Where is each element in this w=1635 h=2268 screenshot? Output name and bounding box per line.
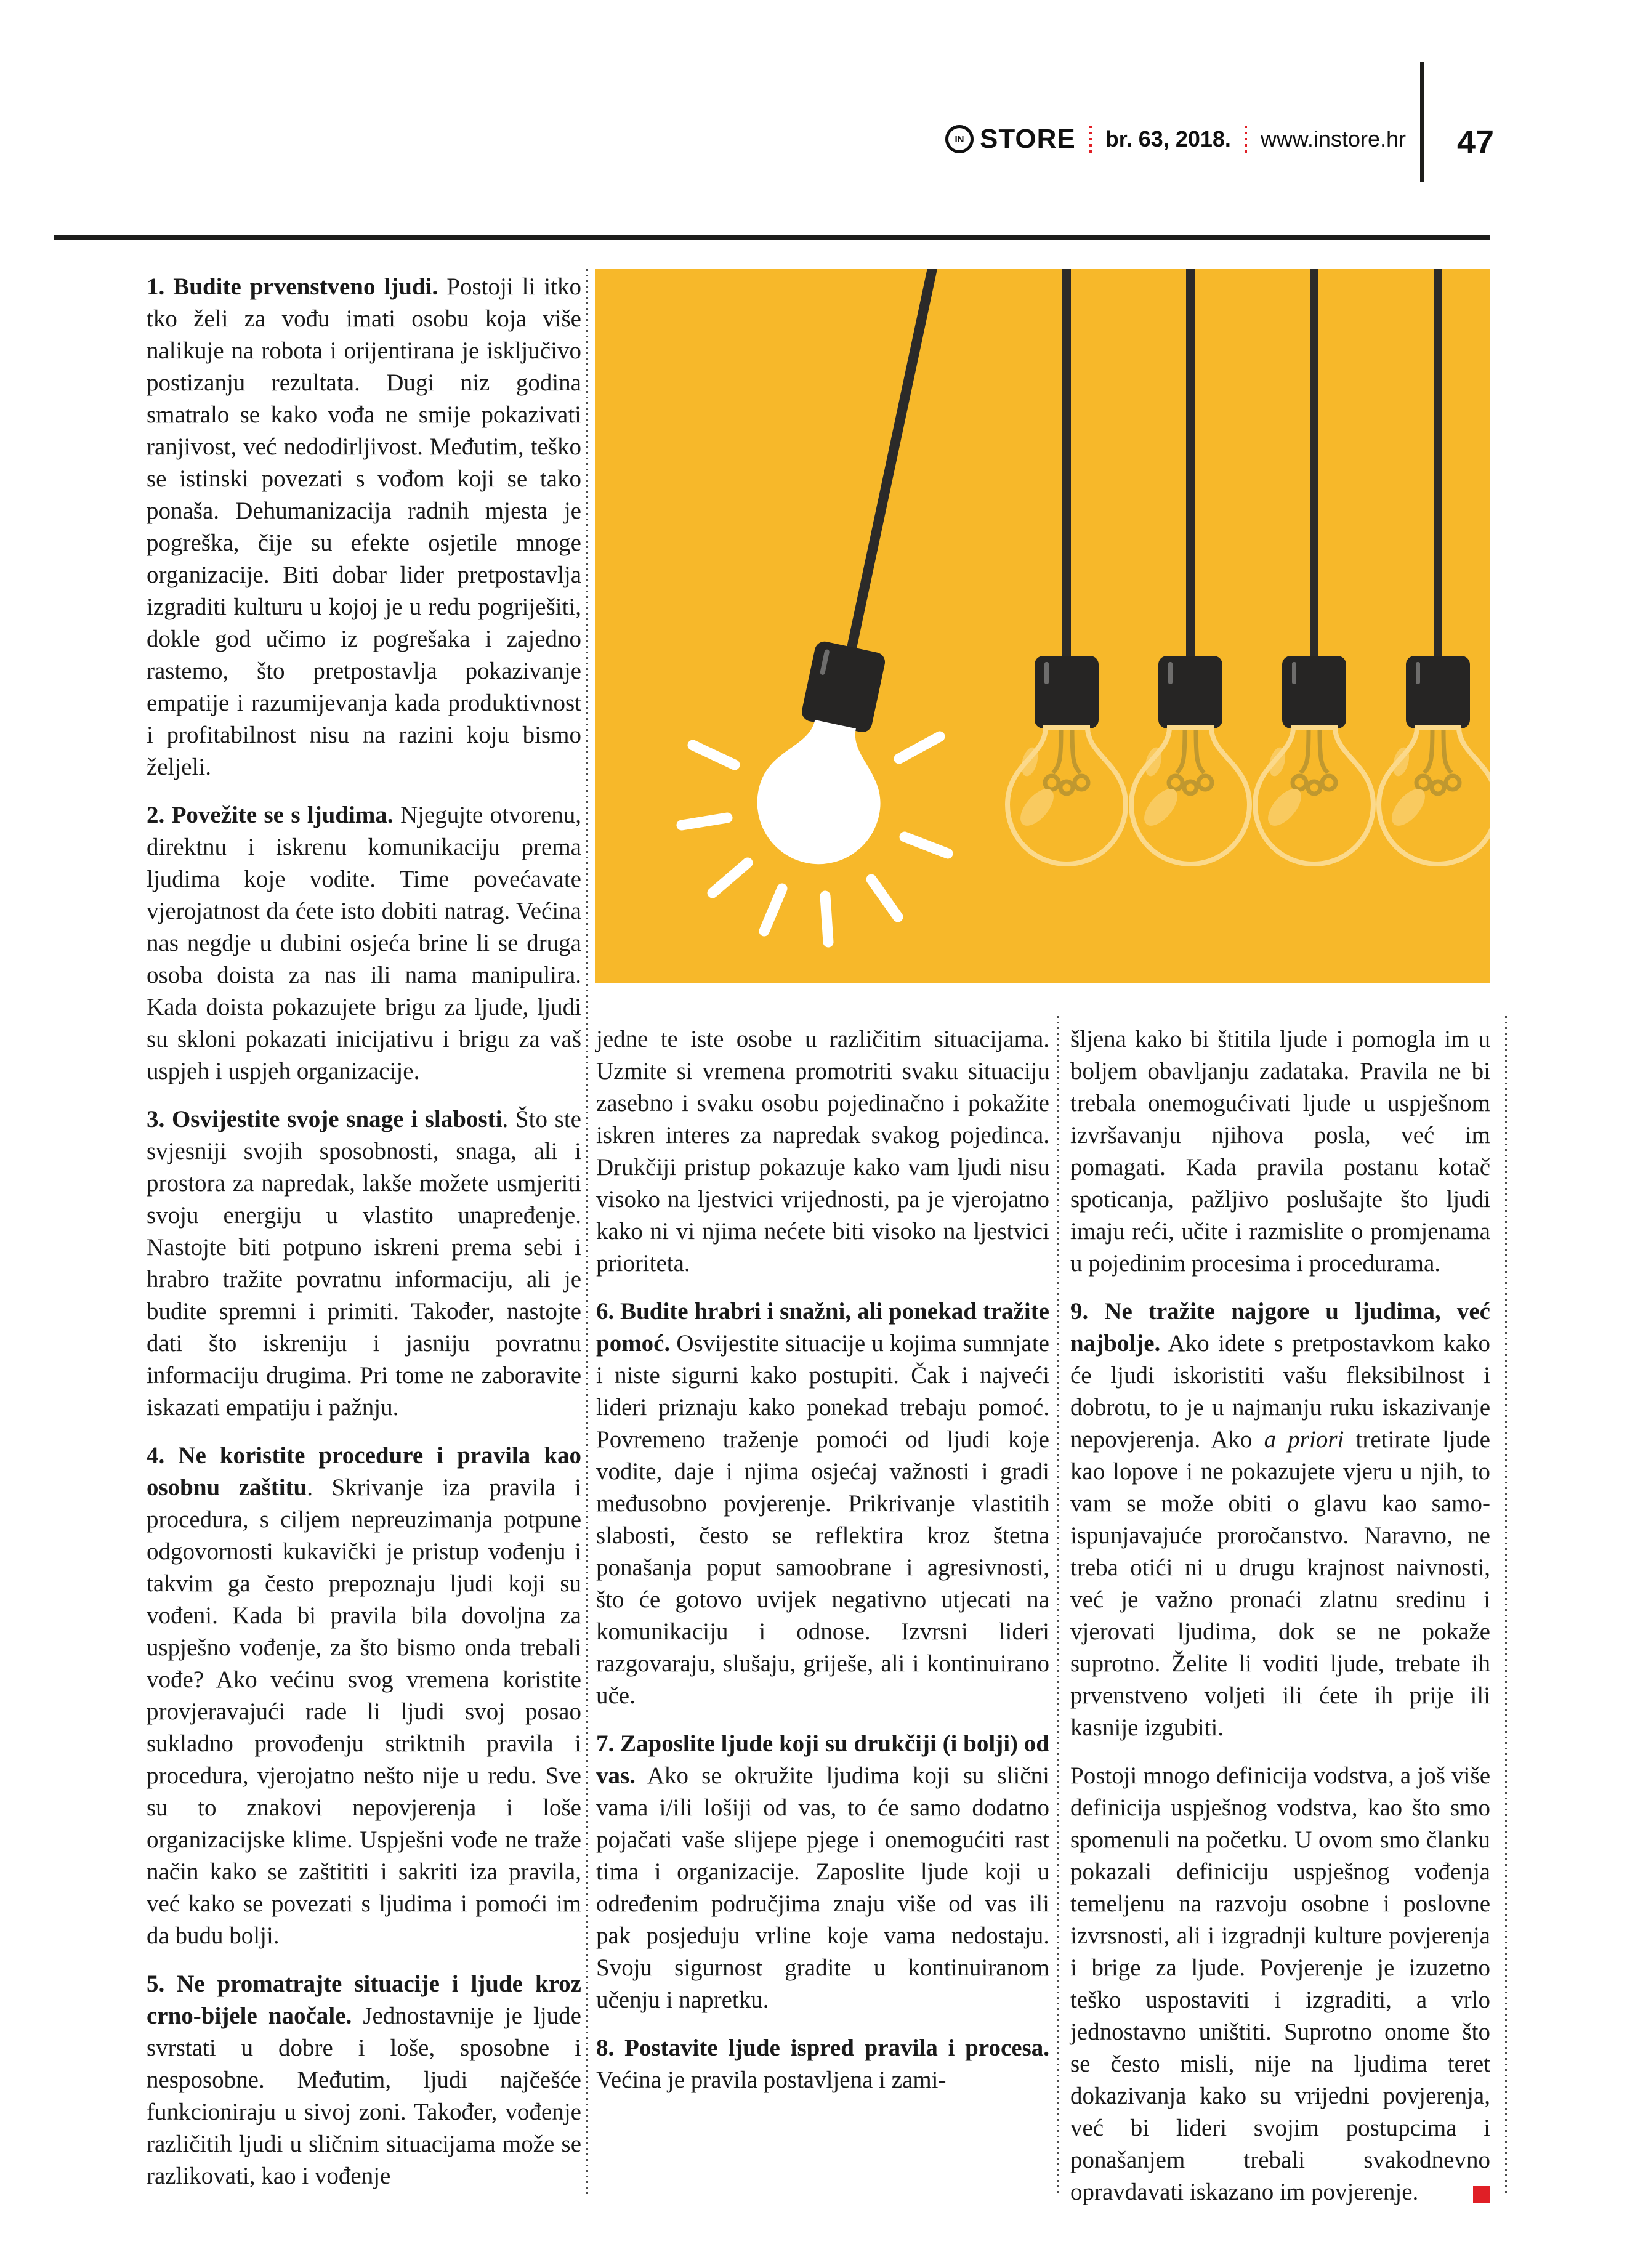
column-divider [1505, 1016, 1507, 2194]
paragraph-text: Postoji li itko tko želi za vođu imati osobu koja više nalikuje na robota i orijentirana je isključivo postizanju rezultata. Dugi niz godina smatralo se kako vođa ne smije pokazivati ranjivost, već nedodirljivost. Međutim, teško se istinski povezati s vođom koji se tako ponaša. Dehumanizacija radnih mjesta je pogreška, čije su efekte osjetile mnoge organizacije. Biti dobar lider pretpostavlja izgraditi kulturu u kojoj je u redu pogriješiti, dokle god učimo iz pogrešaka i zajedno rastemo, što pretpostavlja pokazivanje empatije i razumijevanja kada produktivnost i profitabilnost nisu na razini koju bismo željeli. [147, 273, 582, 780]
paragraph-lead: 3. Osvijestite svoje snage i slabosti [147, 1106, 503, 1132]
article-column-2 [596, 1023, 1049, 2096]
paragraph-text: Ako se okružite ljudima koji su slični vama i/ili lošiji od vas, to će samo dodatno pojačati vaše slijepe pjege i onemogućiti rast tima i organizacije. Zaposlite ljude koji u određenim područjima znaju više od vas ili pak posjeduju vrline koje vama nedostaju. Svoju sigurnost gradite u kontinuiranom učenju i napretku. [596, 1762, 1049, 2013]
instore-logo [945, 124, 1076, 155]
paragraph-text: šljena kako bi štitila ljude i pomogla im u boljem obavljanju zadataka. Pravila ne bi trebala onemogućivati ljude u uspješnom izvršavanju njihova posla, već im pomagati. Kada pravila postanu kotač spoticanja, pažljivo poslušajte što ljudi imaju reći, učite i razmislite o promjenama u pojedinim procesima i procedurama. [1070, 1026, 1490, 1277]
page-header [945, 121, 1406, 158]
paragraph [147, 799, 581, 1088]
paragraph [147, 1968, 581, 2192]
issue-number: br. 63, 2018. [1105, 126, 1231, 151]
paragraph [147, 1104, 581, 1424]
paragraph [1070, 1296, 1490, 1744]
column-divider [586, 269, 588, 2194]
paragraph [147, 1440, 581, 1952]
paragraph [596, 1296, 1049, 1712]
paragraph [1070, 1023, 1490, 1280]
paragraph-text: Jednostavnije je ljude svrstati u dobre i loše, sposobne i nesposobne. Međutim, ljudi najčešće funkcioniraju u sivoj zoni. Također, vođenje različitih ljudi u sličnim situacijama može se razlikovati, kao i vođenje [147, 2003, 581, 2189]
column-divider [1057, 1016, 1059, 2194]
paragraph-lead: 2. Povežite se s ljudima. [147, 802, 394, 828]
article-column-1 [147, 271, 581, 2192]
paragraph-text: tretirate ljude kao lopove i ne pokazujete vjeru u njih, to vam se može obiti o glavu kao samo-ispunjavajuće proročanstvo. Naravno, ne treba otići ni u drugu krajnost naivnosti, već je važno pronaći zlatnu sredinu i vjerovati ljudima, dok se ne pokaže suprotno. Želite li voditi ljude, trebate ih prvenstveno voljeti ili ćete ih prije ili kasnije izgubiti. [1070, 1426, 1490, 1741]
paragraph-text: Postoji mnogo definicija vodstva, a još više definicija uspješnog vodstva, kao što smo spomenuli na početku. U ovom smo članku pokazali definiciju uspješnog vođenja temeljenu na razvoju osobne i poslovne izvrsnosti, ali i izgradnji kulture povjerenja i brige za ljude. Povjerenje je izuzetno teško uspostaviti i izgraditi, a vrlo jednostavno uništiti. Suprotno onome što se često misli, nije na ljudima teret dokazivanja kako su vrijedni povjerenja, već bi lideri svojim postupcima i ponašanjem trebali svakodnevno opravdavati iskazano im povjerenje. [1070, 1762, 1490, 2205]
paragraph-text: Osvijestite situacije u kojima sumnjate i niste sigurni kako postupiti. Čak i najveći lideri priznaju kako ponekad trebaju pomoć. Povremeno traženje pomoći od ljudi koje vodite, daje i njima osjećaj važnosti i gradi međusobno povjerenje. Prikrivanje vlastitih slabosti, često se reflektira kroz štetna ponašanja poput samoobrane i agresivnosti, što će gotovo uvijek negativno utjecati na komunikaciju i odnose. Izvrsni lideri razgovaraju, slušaju, griješe, ali i kontinuirano uče. [596, 1330, 1049, 1709]
paragraph-text: a priori [1264, 1426, 1344, 1453]
paragraph-lead: 7. Zaposlite ljude koji su drukčiji (i bolji) od vas. [596, 1730, 1049, 1789]
paragraph-text: jedne te iste osobe u različitim situacijama. Uzmite si vremena promotriti svaku situaciju zasebno i svaku osobu pojedinačno i pokažite iskren interes za napredak svakog pojedinca. Drukčiji pristup pokazuje kako vam ljudi nisu visoko na ljestvici vrijednosti, pa je vjerojatno kako ni vi njima nećete biti visoko na ljestvici prioriteta. [596, 1026, 1049, 1277]
header-rule [54, 235, 1490, 240]
paragraph-text: . Skrivanje iza pravila i procedura, s ciljem nepreuzimanja potpune odgovornosti kukavički je pristup vođenju i takvim ga često prepoznaju ljudi koji su vođeni. Kada bi pravila bila dovoljna za uspješno vođenje, za što bismo onda trebali vođe? Ako većinu svog vremena koristite provjeravajući rade li ljudi svoj posao sukladno provođenju striktnih pravila i procedura, vjerojatno nešto nije u redu. Sve su to znakovi nepovjerenja i loše organizacijske klime. Uspješni vođe ne traže način kako se zaštititi i sakriti iza pravila, već kako se povezati s ljudima i pomoći im da budu bolji. [147, 1474, 581, 1949]
website-link[interactable]: www.instore.hr [1260, 126, 1406, 151]
paragraph-lead: 6. Budite hrabri i snažni, ali ponekad tražite pomoć. [596, 1298, 1049, 1357]
pendulum-lightbulbs-illustration [595, 269, 1490, 983]
page-number: 47 [1457, 124, 1495, 161]
header-vertical-bar [1420, 62, 1424, 182]
paragraph [1070, 1760, 1490, 2208]
paragraph-lead: 1. Budite prvenstveno ljudi. [147, 273, 438, 300]
paragraph [596, 1023, 1049, 1280]
instore-logo-icon: IN [945, 125, 974, 153]
header-dotted-separator [1089, 126, 1092, 153]
paragraph [147, 271, 581, 783]
paragraph-lead: 8. Postavite ljude ispred pravila i procesa. [596, 2035, 1049, 2061]
paragraph-lead: 5. Ne promatrajte situacije i ljude kroz crno-bijele naočale. [147, 1971, 581, 2029]
paragraph-text: . Što ste svjesniji svojih sposobnosti, snaga, ali i prostora za napredak, lakše možete usmjeriti svoju energiju u vlastito unapređenje. Nastojte biti potpuno iskreni prema sebi i hrabro tražite povratnu informaciju, ali je budite spremni i primiti. Također, nastojte dati što iskreniju i jasniju povratnu informaciju drugima. Pri tome ne zaboravite iskazati empatiju i pažnju. [147, 1106, 581, 1421]
article-column-3 [1070, 1023, 1490, 2208]
instore-logo-text: STORE [979, 124, 1076, 154]
header-dotted-separator [1245, 126, 1247, 153]
paragraph [596, 1728, 1049, 2016]
paragraph-text: Većina je pravila postavljena i zami- [596, 2067, 947, 2093]
paragraph-lead: 9. Ne tražite najgore u ljudima, već najbolje. [1070, 1298, 1490, 1357]
paragraph-text: Njegujte otvorenu, direktnu i iskrenu komunikaciju prema ljudima koje vodite. Time povećavate vjerojatnost da ćete isto dobiti natrag. Većina nas negdje u dubini osjeća brine li se druga osoba doista za nas ili nama manipulira. Kada doista pokazujete brigu za ljude, ljudi su skloni pokazati inicijativu i brigu za vaš uspjeh i uspjeh organizacije. [147, 802, 581, 1084]
paragraph-text: Ako idete s pretpostavkom kako će ljudi iskoristiti vašu fleksibilnost i dobrotu, to je u najmanju ruku iskazivanje nepovjerenja. Ako [1070, 1330, 1490, 1453]
paragraph-lead: 4. Ne koristite procedure i pravila kao osobnu zaštitu [147, 1442, 581, 1501]
article-end-mark [1473, 2186, 1490, 2203]
paragraph [596, 2032, 1049, 2096]
